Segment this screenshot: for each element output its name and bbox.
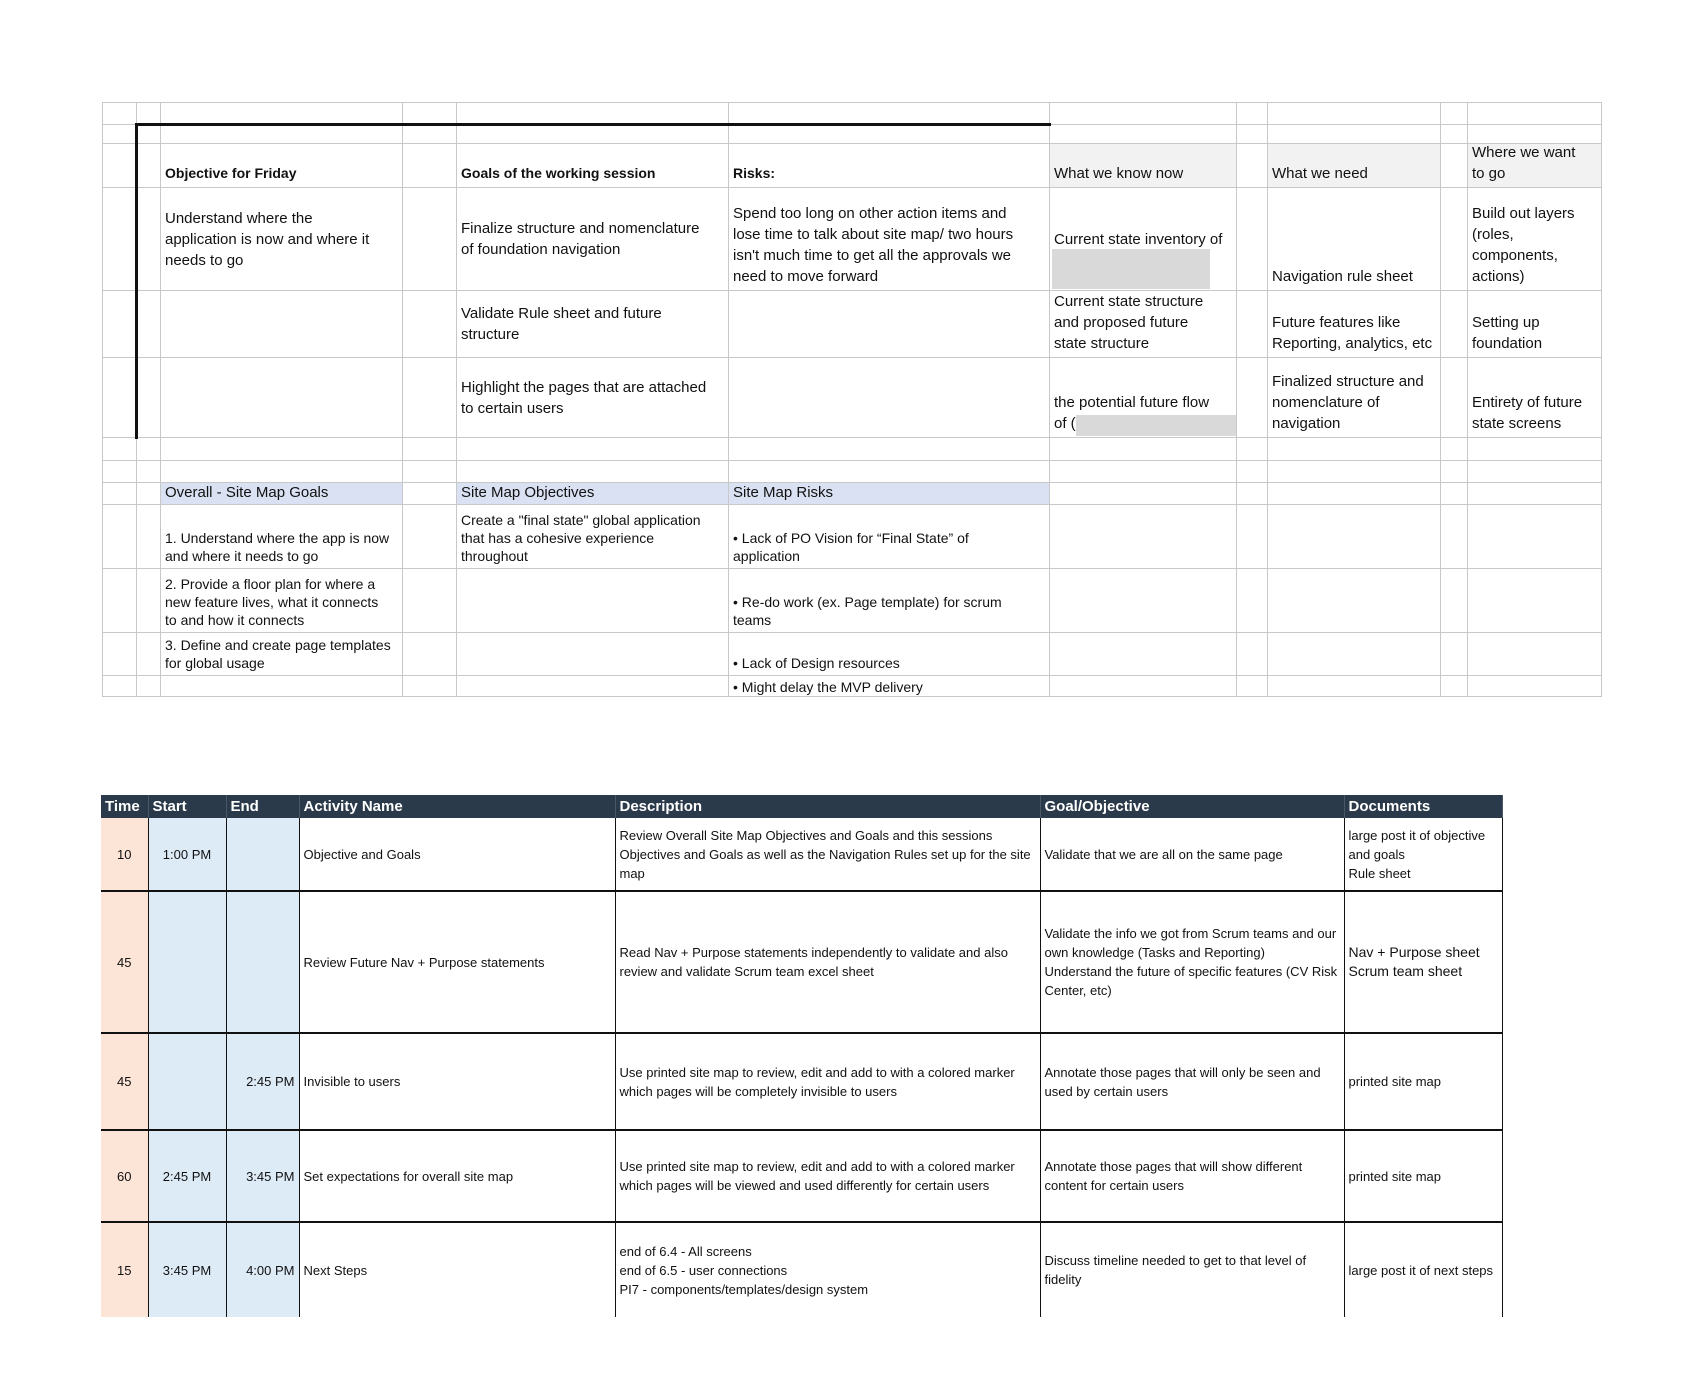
- blank-cell[interactable]: [1050, 125, 1237, 144]
- know-cell[interactable]: the potential future flow of (: [1050, 358, 1237, 438]
- blank-cell[interactable]: [403, 291, 457, 358]
- end-cell[interactable]: 2:45 PM: [226, 1033, 299, 1130]
- sitemap-risk-4[interactable]: • Might delay the MVP delivery: [729, 676, 1050, 697]
- goal-cell[interactable]: Validate Rule sheet and future structure: [457, 291, 729, 358]
- blank-cell[interactable]: [161, 461, 403, 483]
- blank-cell[interactable]: [1268, 569, 1441, 633]
- blank-cell[interactable]: [1268, 505, 1441, 569]
- blank-cell[interactable]: [457, 633, 729, 676]
- activity-cell[interactable]: Set expectations for overall site map: [299, 1130, 615, 1222]
- blank-cell[interactable]: [729, 291, 1050, 358]
- blank-cell[interactable]: [1441, 483, 1468, 505]
- blank-cell[interactable]: [1268, 461, 1441, 483]
- col-header-description[interactable]: Description: [615, 795, 1040, 818]
- start-cell[interactable]: [148, 1033, 226, 1130]
- blank-cell[interactable]: [1468, 633, 1602, 676]
- blank-cell[interactable]: [161, 358, 403, 438]
- blank-cell[interactable]: [102, 569, 137, 633]
- col-header-time[interactable]: Time: [101, 795, 148, 818]
- blank-cell[interactable]: [137, 483, 161, 505]
- sitemap-risk-1[interactable]: • Lack of PO Vision for “Final State” of application: [729, 505, 1050, 569]
- blank-cell[interactable]: [403, 358, 457, 438]
- blank-cell[interactable]: [1468, 676, 1602, 697]
- description-cell[interactable]: Read Nav + Purpose statements independently to validate and also review and validate Scrum team excel sheet: [615, 891, 1040, 1033]
- sitemap-risk-3[interactable]: • Lack of Design resources: [729, 633, 1050, 676]
- blank-cell[interactable]: [137, 144, 161, 188]
- description-cell[interactable]: Review Overall Site Map Objectives and Goals and this sessions Objectives and Goals as well as the Navigation Rules set up for the site map: [615, 818, 1040, 891]
- start-cell[interactable]: [148, 891, 226, 1033]
- blank-cell[interactable]: [161, 676, 403, 697]
- blank-cell[interactable]: [1468, 569, 1602, 633]
- blank-cell[interactable]: [137, 676, 161, 697]
- redaction-block: [1076, 415, 1236, 436]
- blank-cell[interactable]: [1237, 676, 1268, 697]
- blank-cell[interactable]: [1468, 102, 1602, 125]
- col-header-goal[interactable]: Goal/Objective: [1040, 795, 1344, 818]
- need-header[interactable]: What we need: [1268, 144, 1441, 188]
- know-text: Current state inventory of: [1054, 230, 1223, 248]
- blank-cell[interactable]: [137, 291, 161, 358]
- blank-cell[interactable]: [729, 438, 1050, 461]
- documents-cell[interactable]: large post it of objective and goals Rule sheet: [1344, 818, 1502, 891]
- blank-cell[interactable]: [102, 291, 137, 358]
- sitemap-risks-header[interactable]: Site Map Risks: [729, 483, 1050, 505]
- blank-cell[interactable]: [1237, 505, 1268, 569]
- table-row: [101, 1130, 1502, 1222]
- blank-cell[interactable]: [1441, 438, 1468, 461]
- blank-cell[interactable]: [403, 438, 457, 461]
- blank-cell[interactable]: [102, 438, 137, 461]
- col-header-start[interactable]: Start: [148, 795, 226, 818]
- table-row: [101, 1222, 1502, 1317]
- blank-cell[interactable]: [161, 102, 403, 125]
- activity-cell[interactable]: Next Steps: [299, 1222, 615, 1317]
- blank-cell[interactable]: [137, 358, 161, 438]
- blank-cell[interactable]: [1441, 125, 1468, 144]
- documents-cell[interactable]: printed site map: [1344, 1130, 1502, 1222]
- blank-cell[interactable]: [161, 125, 403, 144]
- blank-cell[interactable]: [403, 633, 457, 676]
- redaction-block: [1052, 249, 1210, 289]
- know-cell[interactable]: Current state structure and proposed future state structure: [1050, 291, 1237, 358]
- know-header[interactable]: What we know now: [1050, 144, 1237, 188]
- blank-cell[interactable]: [1050, 461, 1237, 483]
- blank-cell[interactable]: [1237, 102, 1268, 125]
- sitemap-objective[interactable]: Create a "final state" global application that has a cohesive experience throughout: [457, 505, 729, 569]
- goal-cell[interactable]: Validate the info we got from Scrum teams and our own knowledge (Tasks and Reporting) Understand the future of specific features (CV Risk Center, etc): [1040, 891, 1344, 1033]
- time-cell[interactable]: 60: [101, 1130, 148, 1222]
- end-cell[interactable]: 3:45 PM: [226, 1130, 299, 1222]
- blank-cell[interactable]: [137, 461, 161, 483]
- blank-cell[interactable]: [161, 438, 403, 461]
- blank-cell[interactable]: [1441, 676, 1468, 697]
- activity-cell[interactable]: Invisible to users: [299, 1033, 615, 1130]
- blank-cell[interactable]: [137, 633, 161, 676]
- blank-cell[interactable]: [457, 569, 729, 633]
- risks-header[interactable]: Risks:: [729, 144, 1050, 188]
- sitemap-risk-2[interactable]: • Re-do work (ex. Page template) for scrum teams: [729, 569, 1050, 633]
- blank-cell[interactable]: [102, 144, 137, 188]
- sitemap-goal-1[interactable]: 1. Understand where the app is now and where it needs to go: [161, 505, 403, 569]
- description-cell[interactable]: end of 6.4 - All screens end of 6.5 - user connections PI7 - components/templates/design system: [615, 1222, 1040, 1317]
- activity-cell[interactable]: Objective and Goals: [299, 818, 615, 891]
- blank-cell[interactable]: [137, 125, 161, 144]
- blank-cell[interactable]: [1268, 676, 1441, 697]
- time-cell[interactable]: 15: [101, 1222, 148, 1317]
- start-cell[interactable]: 1:00 PM: [148, 818, 226, 891]
- blank-cell[interactable]: [729, 102, 1050, 125]
- blank-cell[interactable]: [403, 188, 457, 291]
- time-cell[interactable]: 10: [101, 818, 148, 891]
- blank-cell[interactable]: [729, 358, 1050, 438]
- blank-cell[interactable]: [457, 676, 729, 697]
- activity-cell[interactable]: Review Future Nav + Purpose statements: [299, 891, 615, 1033]
- blank-cell[interactable]: [403, 505, 457, 569]
- blank-cell[interactable]: [102, 483, 137, 505]
- want-cell[interactable]: Build out layers (roles, components, actions): [1468, 188, 1602, 291]
- blank-cell[interactable]: [1268, 633, 1441, 676]
- blank-cell[interactable]: [1441, 144, 1468, 188]
- blank-cell[interactable]: [1441, 461, 1468, 483]
- blank-cell[interactable]: [403, 144, 457, 188]
- blank-cell[interactable]: [403, 461, 457, 483]
- goal-cell[interactable]: Discuss timeline needed to get to that level of fidelity: [1040, 1222, 1344, 1317]
- blank-cell[interactable]: [403, 483, 457, 505]
- blank-cell[interactable]: [102, 188, 137, 291]
- description-cell[interactable]: Use printed site map to review, edit and add to with a colored marker which pages will be completely invisible to users: [615, 1033, 1040, 1130]
- blank-cell[interactable]: [403, 569, 457, 633]
- blank-cell[interactable]: [1441, 633, 1468, 676]
- documents-cell[interactable]: Nav + Purpose sheet Scrum team sheet: [1344, 891, 1502, 1033]
- goal-cell[interactable]: Annotate those pages that will show different content for certain users: [1040, 1130, 1344, 1222]
- blank-cell[interactable]: [1268, 125, 1441, 144]
- blank-cell[interactable]: [457, 461, 729, 483]
- blank-cell[interactable]: [1050, 438, 1237, 461]
- blank-cell[interactable]: [1268, 102, 1441, 125]
- sitemap-goal-3[interactable]: 3. Define and create page templates for global usage: [161, 633, 403, 676]
- blank-cell[interactable]: [1050, 505, 1237, 569]
- blank-cell[interactable]: [137, 102, 161, 125]
- goal-cell[interactable]: Finalize structure and nomenclature of foundation navigation: [457, 188, 729, 291]
- time-cell[interactable]: 45: [101, 1033, 148, 1130]
- blank-cell[interactable]: [1050, 633, 1237, 676]
- agenda-table: [101, 795, 1503, 1317]
- want-cell[interactable]: Setting up foundation: [1468, 291, 1602, 358]
- blank-cell[interactable]: [1237, 291, 1268, 358]
- blank-cell[interactable]: [102, 633, 137, 676]
- blank-cell[interactable]: [137, 438, 161, 461]
- blank-cell[interactable]: [1468, 461, 1602, 483]
- blank-cell[interactable]: [1050, 676, 1237, 697]
- blank-cell[interactable]: [1268, 438, 1441, 461]
- blank-cell[interactable]: [1237, 188, 1268, 291]
- risk-cell[interactable]: Spend too long on other action items and lose time to talk about site map/ two hours isn't much time to get all the approvals we need to move forward: [729, 188, 1050, 291]
- table-row: [101, 1033, 1502, 1130]
- blank-cell[interactable]: [1441, 102, 1468, 125]
- blank-cell[interactable]: [1441, 569, 1468, 633]
- sitemap-goal-2[interactable]: 2. Provide a floor plan for where a new feature lives, what it connects to and how it connects: [161, 569, 403, 633]
- blank-cell[interactable]: [1468, 438, 1602, 461]
- blank-cell[interactable]: [1050, 102, 1237, 125]
- blank-cell[interactable]: [1268, 483, 1441, 505]
- blank-cell[interactable]: [1237, 633, 1268, 676]
- want-header[interactable]: Where we want to go: [1468, 144, 1602, 188]
- objective-header[interactable]: Objective for Friday: [161, 144, 403, 188]
- blank-cell[interactable]: [1050, 569, 1237, 633]
- col-header-end[interactable]: End: [226, 795, 299, 818]
- blank-cell[interactable]: [1441, 505, 1468, 569]
- goal-cell[interactable]: Highlight the pages that are attached to certain users: [457, 358, 729, 438]
- blank-cell[interactable]: [457, 102, 729, 125]
- blank-cell[interactable]: [102, 125, 137, 144]
- goal-cell[interactable]: Annotate those pages that will only be seen and used by certain users: [1040, 1033, 1344, 1130]
- blank-cell[interactable]: [403, 102, 457, 125]
- end-cell[interactable]: [226, 818, 299, 891]
- blank-cell[interactable]: [102, 505, 137, 569]
- start-cell[interactable]: 2:45 PM: [148, 1130, 226, 1222]
- blank-cell[interactable]: [729, 461, 1050, 483]
- end-cell[interactable]: 4:00 PM: [226, 1222, 299, 1317]
- description-cell[interactable]: Use printed site map to review, edit and add to with a colored marker which pages will be viewed and used differently for certain users: [615, 1130, 1040, 1222]
- blank-cell[interactable]: [1441, 291, 1468, 358]
- table-row: [101, 891, 1502, 1033]
- blank-cell[interactable]: [102, 461, 137, 483]
- blank-cell[interactable]: [102, 676, 137, 697]
- blank-cell[interactable]: [137, 505, 161, 569]
- agenda-header-row: [101, 795, 1502, 818]
- blank-cell[interactable]: [1237, 125, 1268, 144]
- blank-cell[interactable]: [1468, 483, 1602, 505]
- table-row: [101, 818, 1502, 891]
- goal-cell[interactable]: Validate that we are all on the same page: [1040, 818, 1344, 891]
- time-cell[interactable]: 45: [101, 891, 148, 1033]
- blank-cell[interactable]: [1237, 461, 1268, 483]
- blank-cell[interactable]: [729, 125, 1050, 144]
- end-cell[interactable]: [226, 891, 299, 1033]
- blank-cell[interactable]: [457, 125, 729, 144]
- need-cell[interactable]: Future features like Reporting, analytics, etc: [1268, 291, 1441, 358]
- selection-border-top: [135, 123, 1051, 126]
- documents-cell[interactable]: printed site map: [1344, 1033, 1502, 1130]
- need-cell[interactable]: Finalized structure and nomenclature of navigation: [1268, 358, 1441, 438]
- blank-cell[interactable]: [1468, 125, 1602, 144]
- blank-cell[interactable]: [403, 125, 457, 144]
- start-cell[interactable]: 3:45 PM: [148, 1222, 226, 1317]
- blank-cell[interactable]: [137, 569, 161, 633]
- blank-cell[interactable]: [1237, 438, 1268, 461]
- blank-cell[interactable]: [161, 291, 403, 358]
- blank-cell[interactable]: [1237, 358, 1268, 438]
- col-header-activity[interactable]: Activity Name: [299, 795, 615, 818]
- blank-cell[interactable]: [1441, 188, 1468, 291]
- blank-cell[interactable]: [1237, 569, 1268, 633]
- sitemap-goals-header[interactable]: Overall - Site Map Goals: [161, 483, 403, 505]
- blank-cell[interactable]: [102, 102, 137, 125]
- selection-border-left: [135, 123, 138, 439]
- blank-cell[interactable]: [457, 438, 729, 461]
- blank-cell[interactable]: [403, 676, 457, 697]
- sitemap-objectives-header[interactable]: Site Map Objectives: [457, 483, 729, 505]
- want-cell[interactable]: Entirety of future state screens: [1468, 358, 1602, 438]
- need-cell[interactable]: Navigation rule sheet: [1268, 188, 1441, 291]
- documents-cell[interactable]: large post it of next steps: [1344, 1222, 1502, 1317]
- blank-cell[interactable]: [1237, 144, 1268, 188]
- objective-cell[interactable]: Understand where the application is now and where it needs to go: [161, 188, 403, 291]
- blank-cell[interactable]: [137, 188, 161, 291]
- blank-cell[interactable]: [1050, 483, 1237, 505]
- blank-cell[interactable]: [1237, 483, 1268, 505]
- col-header-documents[interactable]: Documents: [1344, 795, 1502, 818]
- blank-cell[interactable]: [1468, 505, 1602, 569]
- blank-cell[interactable]: [102, 358, 137, 438]
- goals-header[interactable]: Goals of the working session: [457, 144, 729, 188]
- blank-cell[interactable]: [1441, 358, 1468, 438]
